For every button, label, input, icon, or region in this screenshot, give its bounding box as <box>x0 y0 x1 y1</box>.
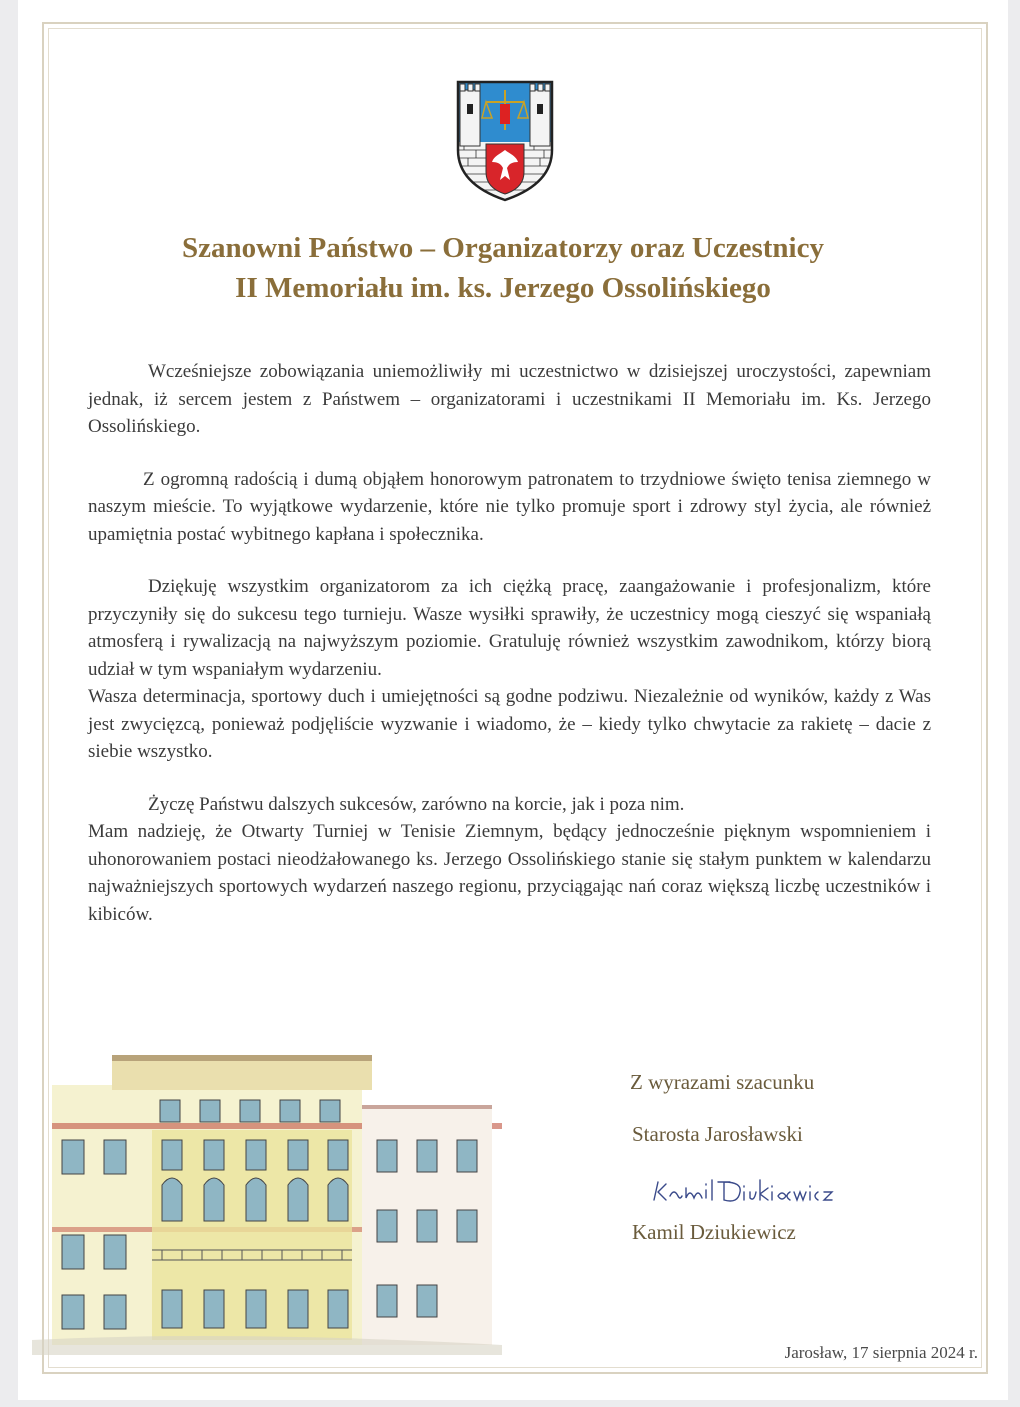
closing-regards: Z wyrazami szacunku <box>630 1070 815 1094</box>
letter-title <box>78 228 928 308</box>
coat-of-arms-icon <box>454 80 556 202</box>
handwritten-signature <box>648 1176 838 1208</box>
paragraph-2: Z ogromną radością i dumą objąłem honorowym patronatem to trzydniowe święto tenisa ziemnego w naszym mieście. To wyjątkowe wydarzenie, które nie tylko promuje sport i zdrowy styl życia, ale również upamiętnia postać wybitnego kapłana i społecznika. <box>88 468 931 545</box>
closing-position: Starosta Jarosławski <box>632 1122 803 1146</box>
closing-name: Kamil Dziukiewicz <box>632 1220 796 1244</box>
letter-body <box>88 358 931 953</box>
title-line-2: II Memoriału im. ks. Jerzego Ossolińskiego <box>235 272 771 304</box>
paragraph-5: Życzę Państwu dalszych sukcesów, zarówno na korcie, jak i poza nim. <box>148 793 685 815</box>
letter-date: Jarosław, 17 sierpnia 2024 r. <box>784 1343 978 1362</box>
paragraph-1: Wcześniejsze zobowiązania uniemożliwiły mi uczestnictwo w dzisiejszej uroczystości, zapewniam jednak, iż sercem jestem z Państwem – organizatorami i uczestnikami II Memoriału im. Ks. Jerzego Ossolińskiego. <box>88 361 931 437</box>
paragraph-4: Wasza determinacja, sportowy duch i umiejętności są godne podziwu. Niezależnie od wyników, każdy z Was jest zwycięzcą, ponieważ podjęliście wyzwanie i wiadomo, że – kiedy tylko chwytacie za rakietę – dacie z siebie wszystko. <box>88 686 931 762</box>
letter-page <box>18 0 1008 1400</box>
building-illustration-icon <box>32 1045 502 1355</box>
paragraph-3: Dziękuję wszystkim organizatorom za ich ciężką pracę, zaangażowanie i profesjonalizm, które przyczyniły się do sukcesu tego turnieju. Wasze wysiłki sprawiły, że uczestnicy mogą cieszyć się wspaniałą atmosferą i rywalizacją na najwyższym poziomie. Gratuluję również wszystkim zawodnikom, którzy biorą udział w tym wspaniałym wydarzeniu. <box>88 576 931 680</box>
paragraph-6: Mam nadzieję, że Otwarty Turniej w Tenisie Ziemnym, będący jednocześnie pięknym wspomnieniem i uhonorowaniem postaci nieodżałowanego ks. Jerzego Ossolińskiego stanie się stałym punktem w kalendarzu najważniejszych sportowych wydarzeń naszego regionu, przyciągając nań coraz większą liczbę uczestników i kibiców. <box>88 821 931 925</box>
title-line-1: Szanowni Państwo – Organizatorzy oraz Uczestnicy <box>182 232 824 264</box>
